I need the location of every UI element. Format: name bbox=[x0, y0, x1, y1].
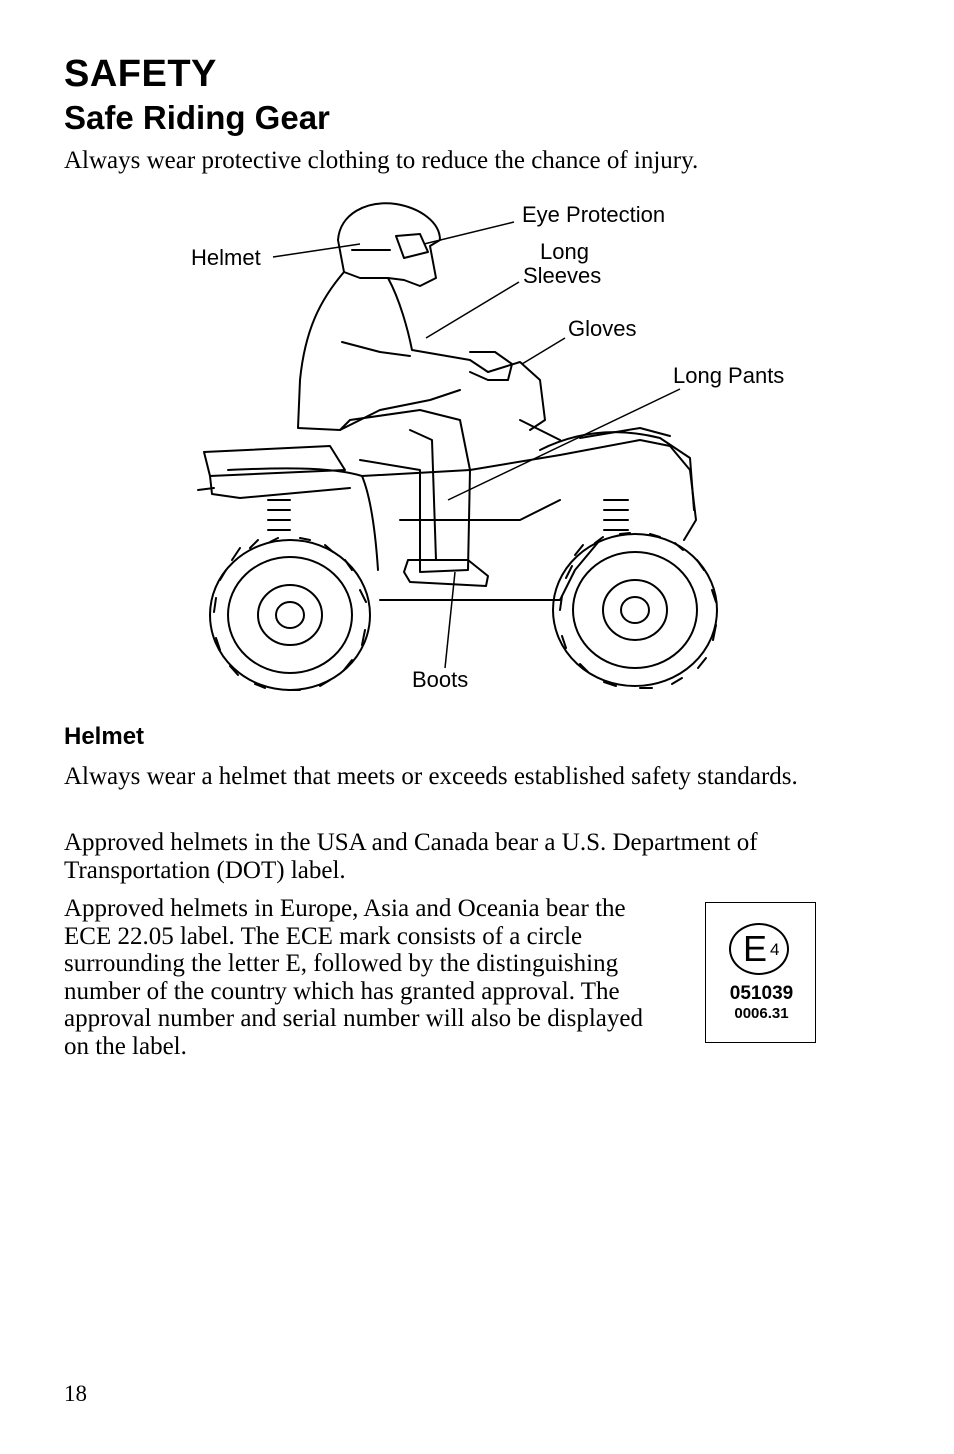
helmet-heading: Helmet bbox=[64, 723, 145, 750]
atv-rear-suspension bbox=[268, 500, 290, 530]
callout-eye-protection: Eye Protection bbox=[522, 202, 666, 227]
callout-long-pants: Long Pants bbox=[673, 363, 785, 388]
helmet-paragraph: Approved helmets in Europe, Asia and Oceania bear the ECE 22.05 label. The ECE mark consists of a circle surrounding the letter E, followed by the distinguishing number of the country which has granted approval. The approval number and serial number will also be displayed on the label. bbox=[64, 895, 644, 1060]
atv-rear-rack bbox=[204, 446, 345, 476]
ece-country-number: 4 bbox=[770, 940, 780, 959]
atv-front-suspension bbox=[604, 500, 628, 530]
ece-label-figure bbox=[705, 902, 816, 1043]
atv-handlebar bbox=[488, 362, 545, 430]
callout-boots: Boots bbox=[412, 667, 469, 692]
ece-circle-mark bbox=[729, 923, 789, 975]
helmet-paragraph: Always wear a helmet that meets or exceeds established safety standards. bbox=[64, 763, 798, 790]
atv-front-wheel bbox=[553, 533, 717, 688]
page-heading: Safe Riding Gear bbox=[64, 99, 330, 136]
rider-on-atv-illustration bbox=[0, 0, 954, 720]
helmet-paragraph: Approved helmets in the USA and Canada bear a U.S. Department of Transportation (DOT) label. bbox=[64, 829, 758, 884]
ece-letter: E bbox=[743, 928, 768, 969]
callout-long-sleeves-line1: Long bbox=[540, 239, 589, 264]
ece-approval-number: 051039 bbox=[729, 983, 794, 1004]
atv-rear-wheel bbox=[210, 538, 370, 690]
atv-chassis bbox=[362, 440, 696, 540]
callout-long-sleeves-line2: Sleeves bbox=[523, 263, 602, 288]
rider-boot bbox=[404, 560, 488, 586]
intro-text: Always wear protective clothing to reduce the chance of injury. bbox=[64, 147, 699, 174]
rider bbox=[298, 203, 512, 586]
page-number: 18 bbox=[64, 1381, 87, 1406]
rider-pants bbox=[340, 410, 470, 572]
atv-rear-fender bbox=[228, 468, 378, 570]
ece-serial-number: 0006.31 bbox=[734, 1005, 789, 1022]
callout-gloves: Gloves bbox=[568, 316, 637, 341]
section-title: SAFETY bbox=[64, 53, 217, 95]
callout-helmet: Helmet bbox=[191, 245, 261, 270]
